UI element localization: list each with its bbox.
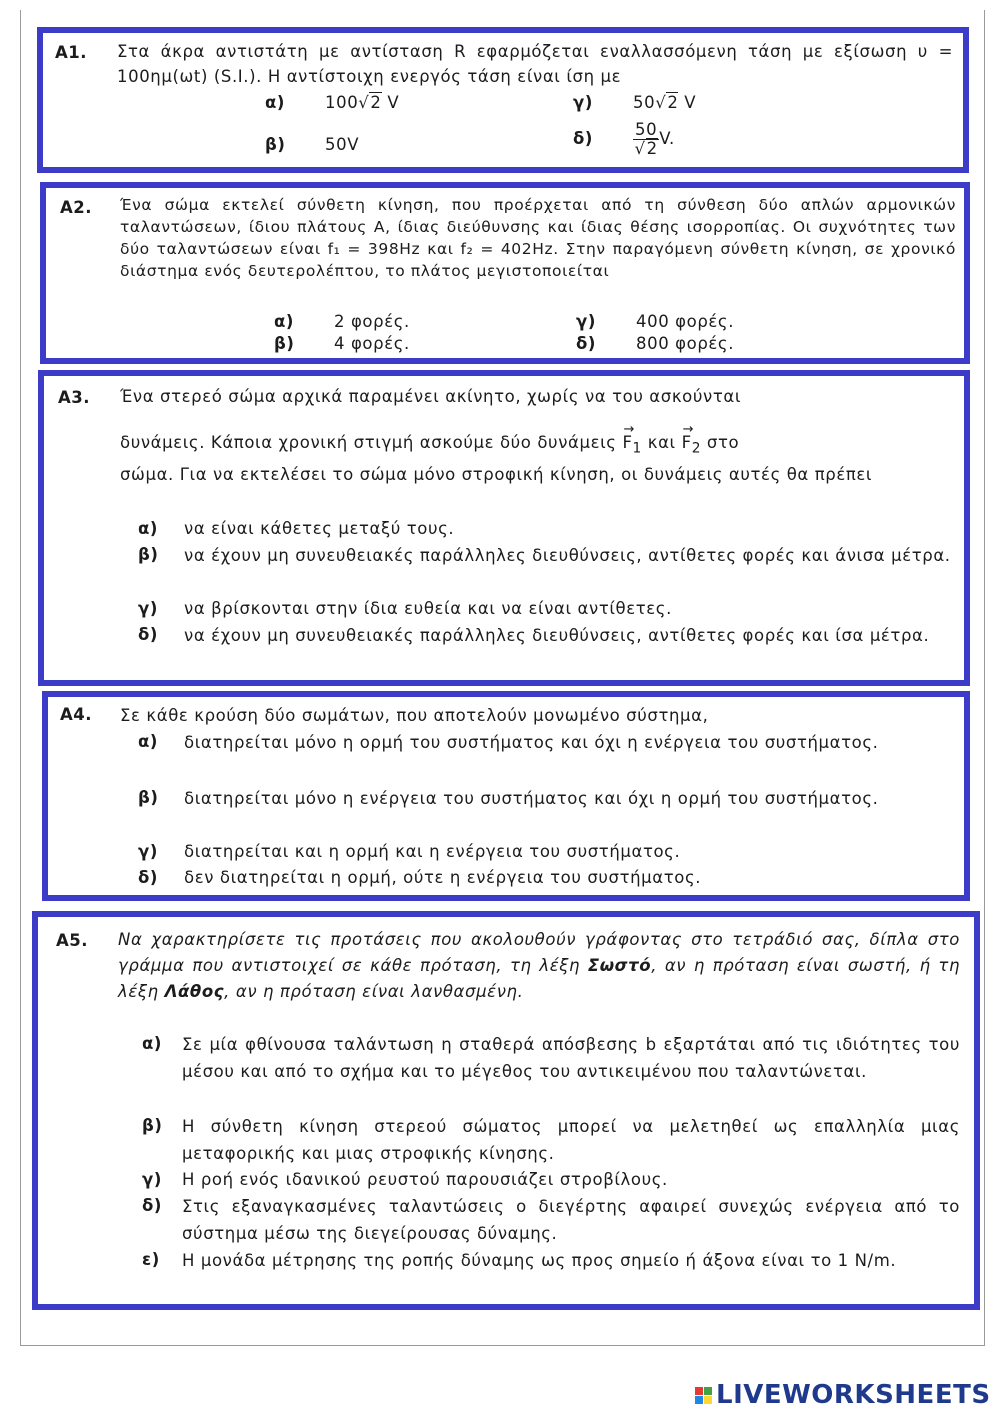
option-c[interactable]: γ) 400 φορές. xyxy=(576,312,735,331)
option-value-prefix: 100 xyxy=(325,93,359,112)
statement-e[interactable]: ε) Η μονάδα μέτρησης της ροπής δύναμης ως προς σημείο ή άξονα είναι το 1 N/m. xyxy=(142,1250,897,1270)
question-text: Στα άκρα αντιστάτη με αντίσταση R εφαρμόζεται εναλλασσόμενη τάση με εξίσωση υ = 100ημ(ωt) (S.I.). Η αντίστοιχη ενεργός τάση είναι ίση με xyxy=(117,42,953,86)
question-line-2: δυνάμεις. Κάποια χρονική στιγμή ασκούμε δύο $\delta\upsilon\nu ά\mu\varepsilon\iota\varsigma \to F_1$ $\kappa\alpha\iota \to F_2$ στο xyxy=(120,430,954,461)
question-line-1: Ένα στερεό σώμα αρχικά παραμένει ακίνητο, χωρίς να του ασκούνται xyxy=(120,387,742,406)
option-a[interactable]: α) να είναι κάθετες μεταξύ τους. xyxy=(138,519,455,538)
question-number: A3. xyxy=(58,388,91,407)
question-text: Ένα σώμα εκτελεί σύνθετη κίνηση, που προέρχεται από τη σύνθεση δύο απλών αρμονικών ταλαντώσεων, ίδιου πλάτους Α, ίδιας διεύθυνσης και ίδιας θέσης ισορροπίας. Οι συχνότητες των δύο ταλαντώσεων είναι f₁ = 398Hz και f₂ = 402Hz. Στην παραγόμενη σύνθετη κίνηση, σε χρονικό διάστημα ενός δευτερολέπτου, το πλάτος μεγιστοποιείται xyxy=(120,196,956,280)
option-value-suffix: V xyxy=(381,93,400,112)
option-c[interactable]: γ) διατηρείται και η ορμή και η ενέργεια του συστήματος. xyxy=(138,842,681,861)
question-text: Σε κάθε κρούση δύο σωμάτων, που αποτελούν μονωμένο σύστημα, xyxy=(120,706,709,725)
statement-b[interactable]: β) Η σύνθετη κίνηση στερεού σώματος μπορεί να μελετηθεί ως επαλληλία μιας μεταφορικής και μιας στροφικής κίνησης. xyxy=(142,1116,960,1163)
option-a[interactable]: α) διατηρείται μόνο η ορμή του συστήματος και όχι η ενέργεια του συστήματος. xyxy=(138,732,879,752)
option-c[interactable]: γ) να βρίσκονται στην ίδια ευθεία και να είναι αντίθετες. xyxy=(138,599,672,618)
option-fraction: $\frac{50}{√2}$ xyxy=(634,120,658,159)
option-a[interactable]: α) 2 φορές. xyxy=(274,312,410,331)
option-value-radicand: 2 xyxy=(370,93,382,112)
force-f1: → $F_1$ xyxy=(622,430,641,461)
question-intro: Να χαρακτηρίσετε τις προτάσεις που ακολουθούν γράφοντας στο τετράδιό σας, δίπλα στο γράμμα που αντιστοιχεί σε κάθε πρόταση, τη λέξη Σωστό, αν η πρόταση είναι σωστή, ή τη λέξη Λάθος, αν η πρόταση είναι λανθασμένη. xyxy=(118,930,960,1001)
statement-c[interactable]: γ) Η ροή ενός ιδανικού ρευστού παρουσιάζει στροβίλους. xyxy=(142,1170,668,1189)
option-value: 50V xyxy=(325,135,360,154)
question-line-3: σώμα. Για να εκτελέσει το σώμα μόνο στροφική κίνηση, οι δυνάμεις αυτές θα πρέπει xyxy=(120,465,873,484)
option-a[interactable]: α) 100√2 V xyxy=(265,93,400,112)
option-key: δ) xyxy=(573,129,594,149)
option-key: β) xyxy=(265,135,286,154)
statement-d[interactable]: δ) Στις εξαναγκασμένες ταλαντώσεις ο διεγέρτης αφαιρεί συνεχώς ενέργεια από το σύστημα μέσω της διεγείρουσας δύναμης. xyxy=(142,1196,960,1243)
statement-a[interactable]: α) Σε μία φθίνουσα ταλάντωση η σταθερά απόσβεσης b εξαρτάται από τις ιδιότητες του μέσου και από το σχήμα και το μέγεθος του αντικειμένου που ταλαντώνεται. xyxy=(142,1034,960,1081)
option-value-radicand: 2 xyxy=(667,93,679,112)
option-d[interactable]: δ) να έχουν μη συνευθειακές παράλληλες διευθύνσεις, αντίθετες φορές και ίσα μέτρα. xyxy=(138,625,930,645)
question-number: A5. xyxy=(56,931,89,950)
question-number: A1. xyxy=(55,43,88,62)
option-d[interactable] xyxy=(573,121,675,158)
question-a3-box xyxy=(38,370,970,686)
option-c[interactable]: γ) 50√2 V xyxy=(573,93,697,112)
option-value-suffix: V xyxy=(678,93,697,112)
option-d[interactable]: δ) δεν διατηρείται η ορμή, ούτε η ενέργεια του συστήματος. xyxy=(138,868,702,887)
liveworksheets-logo xyxy=(695,1380,991,1410)
question-number: A2. xyxy=(60,198,93,217)
option-key: γ) xyxy=(573,93,593,112)
option-b[interactable]: β) 4 φορές. xyxy=(274,334,410,353)
question-a2-box xyxy=(40,182,970,364)
option-key: α) xyxy=(265,93,286,112)
option-b[interactable]: β) διατηρείται μόνο η ενέργεια του συστήματος και όχι η ορμή του συστήματος. xyxy=(138,788,879,808)
option-value-prefix: 50 xyxy=(633,93,656,112)
option-d[interactable]: δ) 800 φορές. xyxy=(576,334,735,353)
option-suffix: V. xyxy=(659,129,675,149)
question-a4-box xyxy=(42,691,970,901)
logo-text: LIVEWORKSHEETS xyxy=(716,1380,991,1410)
logo-mark-icon xyxy=(695,1387,712,1404)
question-a1-box xyxy=(37,27,969,173)
word-right: Σωστό xyxy=(587,956,652,975)
option-b[interactable]: β) να έχουν μη συνευθειακές παράλληλες διευθύνσεις, αντίθετες φορές και άνισα μέτρα. xyxy=(138,545,951,565)
force-f2: → $F_2$ xyxy=(682,430,701,461)
question-a5-box xyxy=(32,911,980,1310)
option-b[interactable] xyxy=(265,135,359,154)
word-wrong: Λάθος xyxy=(164,982,225,1001)
question-number: A4. xyxy=(60,705,93,724)
